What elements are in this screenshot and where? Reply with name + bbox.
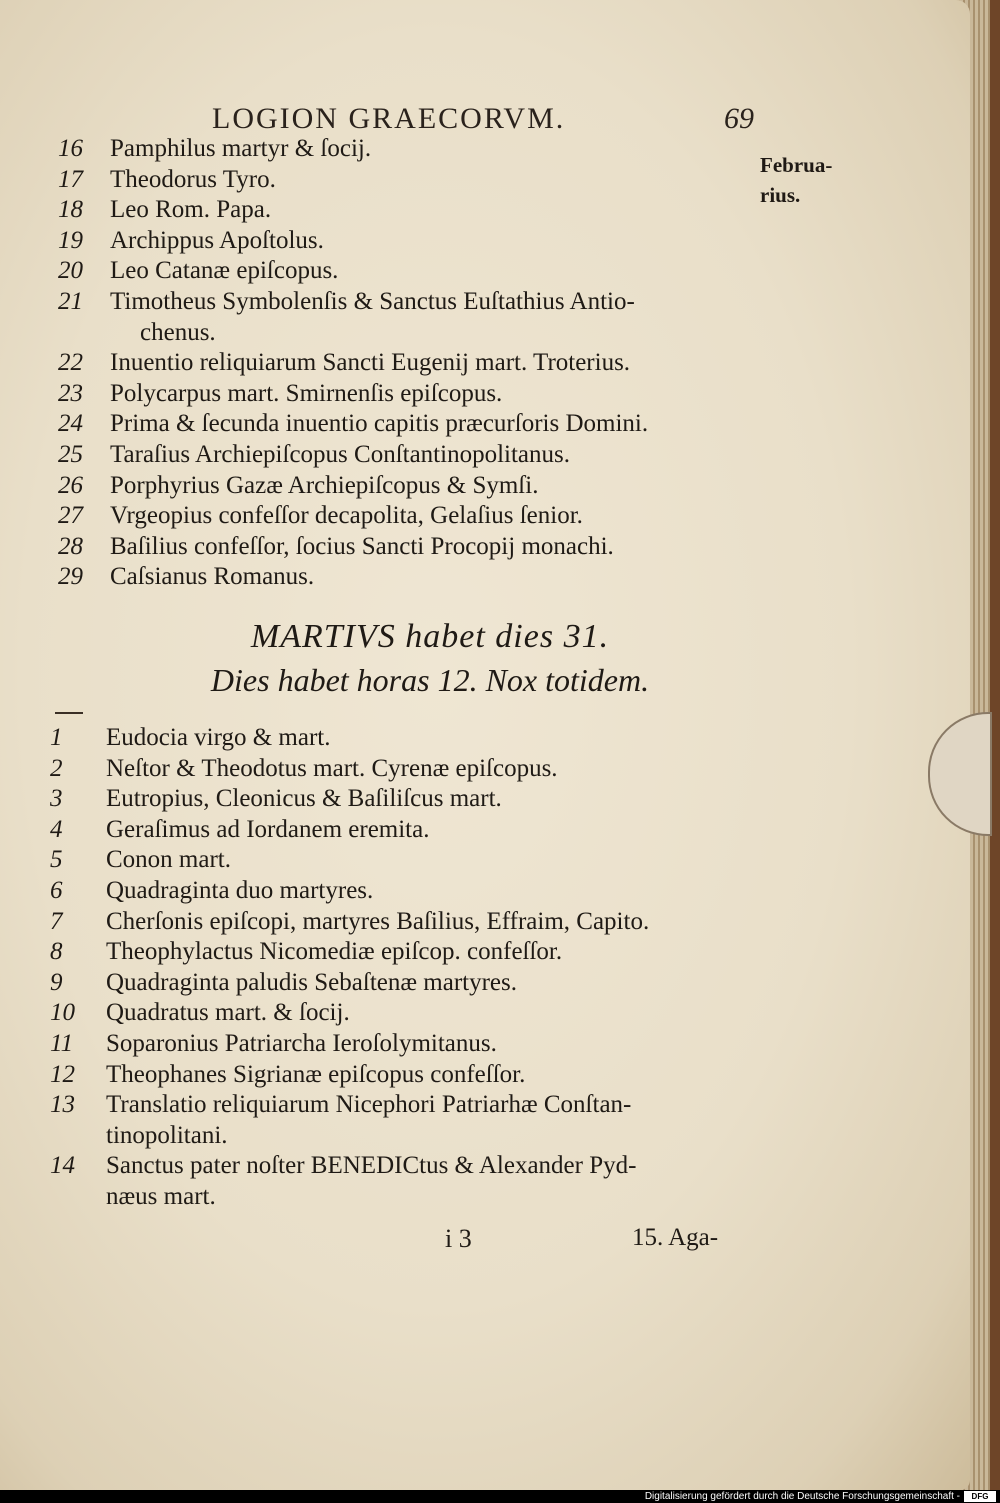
day-number: 1 bbox=[50, 724, 63, 751]
dfg-logo: DFG bbox=[964, 1491, 996, 1502]
list-item bbox=[0, 533, 760, 567]
day-number: 29 bbox=[58, 563, 83, 591]
day-number: 3 bbox=[50, 785, 63, 813]
day-number: 10 bbox=[50, 999, 75, 1027]
entry-text: Leo Rom. Papa. bbox=[110, 196, 272, 224]
page-number: 69 bbox=[724, 102, 754, 135]
day-number: 9 bbox=[50, 968, 63, 996]
entry-text: Archippus Apoſtolus. bbox=[110, 226, 324, 254]
page-tab bbox=[928, 712, 992, 836]
entry-text: Quadratus mart. & ſocij. bbox=[106, 999, 350, 1027]
list-item bbox=[0, 938, 760, 972]
running-title: LOGION GRAECORVM. bbox=[212, 102, 566, 135]
day-number: 17 bbox=[58, 165, 83, 193]
list-item bbox=[0, 288, 760, 322]
entry-text: Inuentio reliquiarum Sancti Eugenij mart. Troterius. bbox=[110, 349, 631, 377]
entry-text: Theophylactus Nicomediæ epiſcop. confeſſor. bbox=[106, 938, 563, 966]
list-item bbox=[0, 196, 760, 230]
day-number: 26 bbox=[58, 471, 83, 499]
entry-text: Polycarpus mart. Smirnenſis epiſcopus. bbox=[110, 379, 503, 407]
entry-text: Geraſimus ad Iordanem eremita. bbox=[106, 815, 430, 843]
list-item bbox=[0, 969, 760, 1003]
entry-continuation: chenus. bbox=[140, 318, 216, 346]
list-item bbox=[0, 785, 760, 819]
day-number: 25 bbox=[58, 441, 83, 468]
day-number: 27 bbox=[58, 502, 83, 530]
list-item bbox=[0, 1030, 760, 1064]
list-item bbox=[0, 1152, 760, 1186]
entry-text: Theodorus Tyro. bbox=[110, 165, 276, 193]
list-item bbox=[0, 908, 760, 942]
signature-mark: i 3 bbox=[445, 1224, 472, 1253]
entry-text: Caſsianus Romanus. bbox=[110, 563, 315, 591]
entry-text: Quadraginta paludis Sebaſtenæ martyres. bbox=[106, 968, 517, 996]
list-item bbox=[0, 410, 760, 444]
margin-note bbox=[760, 150, 832, 210]
day-number: 18 bbox=[58, 196, 83, 224]
list-item bbox=[0, 563, 760, 597]
entry-continuation: næus mart. bbox=[106, 1183, 216, 1210]
list-item bbox=[0, 755, 760, 789]
list-item bbox=[0, 349, 760, 383]
day-number: 2 bbox=[50, 754, 63, 782]
entry-text: Cherſonis epiſcopi, martyres Baſilius, Effraim, Capito. bbox=[106, 907, 650, 935]
entry-text: Pamphilus martyr & ſocij. bbox=[110, 135, 372, 162]
entry-text: Theophanes Sigrianæ epiſcopus confeſſor. bbox=[106, 1060, 526, 1088]
entry-text: Porphyrius Gazæ Archiepiſcopus & Symſi. bbox=[110, 471, 539, 499]
day-number: 20 bbox=[58, 257, 83, 285]
day-number: 19 bbox=[58, 226, 83, 254]
day-number: 12 bbox=[50, 1060, 75, 1088]
month-subtitle: Dies habet horas 12. Nox totidem. bbox=[210, 662, 650, 698]
list-item bbox=[0, 877, 760, 911]
list-item bbox=[0, 816, 760, 850]
margin-note-line: Februa- bbox=[760, 153, 833, 177]
day-number: 11 bbox=[50, 1030, 74, 1057]
list-item bbox=[0, 1091, 760, 1125]
entry-text: Conon mart. bbox=[106, 846, 231, 874]
list-item bbox=[0, 227, 760, 261]
list-item bbox=[0, 441, 760, 475]
list-item bbox=[0, 166, 760, 200]
list-item bbox=[0, 380, 760, 414]
list-item bbox=[0, 846, 760, 880]
entry-text: Leo Catanæ epiſcopus. bbox=[110, 257, 339, 285]
day-number: 24 bbox=[58, 410, 83, 438]
entry-text: Prima & ſecunda inuentio capitis præcurſoris Domini. bbox=[110, 410, 649, 438]
day-number: 14 bbox=[50, 1152, 75, 1180]
entry-text: Timotheus Symbolenſis & Sanctus Euſtathius Antio- bbox=[110, 288, 635, 315]
day-number: 5 bbox=[50, 846, 63, 874]
entry-text: Neſtor & Theodotus mart. Cyrenæ epiſcopus. bbox=[106, 754, 558, 782]
entry-text: Soparonius Patriarcha Ieroſolymitanus. bbox=[106, 1030, 497, 1057]
month-title: MARTIVS habet dies 31. bbox=[250, 618, 610, 655]
day-number: 22 bbox=[58, 349, 83, 377]
entry-text: Baſilius confeſſor, ſocius Sancti Procopij monachi. bbox=[110, 532, 614, 560]
entry-text: Eudocia virgo & mart. bbox=[106, 724, 331, 751]
day-number: 7 bbox=[50, 907, 63, 935]
footer-credit: Digitalisierung gefördert durch die Deutsche Forschungsgemeinschaft - bbox=[644, 1491, 960, 1502]
entry-text: Quadraginta duo martyres. bbox=[106, 877, 374, 904]
entry-text: Eutropius, Cleonicus & Baſiliſcus mart. bbox=[106, 785, 502, 813]
day-number: 13 bbox=[50, 1091, 75, 1119]
section-rule bbox=[55, 712, 83, 714]
list-item bbox=[0, 1061, 760, 1095]
entry-text: Vrgeopius confeſſor decapolita, Gelaſius ſenior. bbox=[110, 502, 583, 530]
day-number: 23 bbox=[58, 379, 83, 407]
entry-text: Sanctus pater noſter BENEDICtus & Alexander Pyd- bbox=[106, 1152, 637, 1180]
day-number: 4 bbox=[50, 815, 63, 843]
entry-text: Taraſius Archiepiſcopus Conſtantinopolitanus. bbox=[110, 441, 570, 468]
day-number: 8 bbox=[50, 938, 63, 966]
day-number: 16 bbox=[58, 135, 83, 162]
entry-text: Translatio reliquiarum Nicephori Patriarhæ Conſtan- bbox=[106, 1091, 632, 1119]
entry-continuation: tinopolitani. bbox=[106, 1121, 228, 1149]
day-number: 28 bbox=[58, 532, 83, 560]
list-item bbox=[0, 135, 760, 169]
list-item bbox=[0, 472, 760, 506]
day-number: 6 bbox=[50, 877, 63, 904]
day-number: 21 bbox=[58, 288, 83, 315]
list-item bbox=[0, 999, 760, 1033]
margin-note-line: rius. bbox=[760, 183, 801, 207]
list-item bbox=[0, 502, 760, 536]
list-item bbox=[0, 724, 760, 758]
list-item bbox=[0, 257, 760, 291]
catchword: 15. Aga- bbox=[632, 1224, 719, 1251]
